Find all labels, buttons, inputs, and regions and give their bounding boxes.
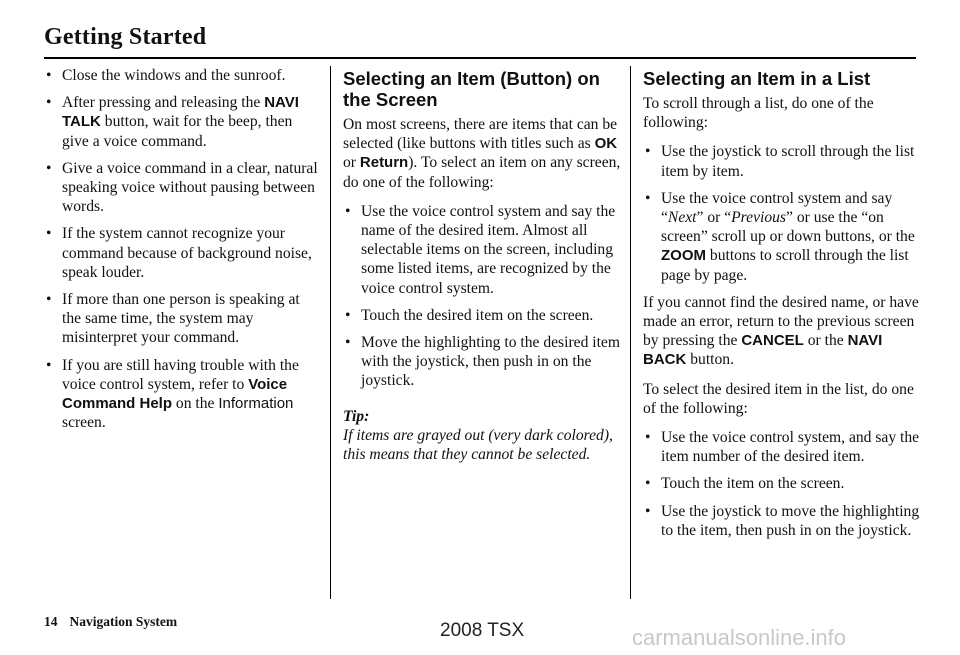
intro-paragraph: On most screens, there are items that can be selected (like buttons with titles such as OK or Return). To select an item on any screen, do one of the following: [343,116,621,191]
list-item: • Move the highlighting to the desired item with the joystick, then push in on the joystick. [343,333,623,391]
column-divider [330,66,331,599]
previous-command-ref: Previous [731,209,786,227]
error-paragraph: If you cannot find the desired name, or have made an error, return to the previous screen by pressing the CANCEL or the NAVI BACK button. [643,293,919,369]
list-item: • If more than one person is speaking at the same time, the system may misinterpret your command. [44,290,320,348]
list-item: • If the system cannot recognize your command because of background noise, speak louder. [44,224,320,282]
list-item: • Touch the desired item on the screen. [343,306,623,325]
select-paragraph: To select the desired item in the list, do one of the following: [643,380,914,417]
header-rule [44,57,916,59]
select-methods-list [343,202,623,391]
page-footer [44,614,177,630]
footer-label: Navigation System [69,614,178,629]
zoom-button-ref: ZOOM [661,247,706,265]
intro-paragraph: To scroll through a list, do one of the following: [643,95,874,132]
next-command-ref: Next [667,209,697,227]
tip-text: If items are grayed out (very dark colored), this means that they cannot be selected. [343,426,613,464]
tip-label: Tip: [343,407,370,425]
list-item: • Touch the item on the screen. [643,474,921,493]
section-heading: Selecting an Item in a List [643,68,871,89]
list-item: • After pressing and releasing the NAVI TALK button, wait for the beep, then give a voice command. [44,93,320,151]
column-divider [630,66,631,599]
section-heading: Selecting an Item (Button) on the Screen [343,68,600,110]
cancel-button-ref: CANCEL [741,332,804,350]
model-watermark: 2008 TSX [440,620,525,641]
list-item: • Use the joystick to move the highlighting to the item, then push in on the joystick. [643,502,921,540]
information-screen-ref: Information [218,395,294,413]
navi-back-button-ref: NAVI BACK [643,332,883,369]
column-select-list [643,66,921,548]
voice-command-help-ref: Voice Command Help [62,375,288,413]
ok-button-ref: OK [594,135,618,153]
list-item: • Use the voice control system and say the name of the desired item. Almost all selectable items on the screen, including some listed items, are recognized by the voice control system. [343,202,623,298]
list-item: • Use the joystick to scroll through the list item by item. [643,142,921,180]
list-item: • Give a voice command in a clear, natural speaking voice without pausing between words. [44,159,320,217]
return-button-ref: Return [359,154,409,172]
column-voice-tips [44,66,320,440]
page-number: 14 [44,614,58,629]
list-item: • If you are still having trouble with the voice control system, refer to Voice Command Help on the Information screen. [44,356,320,433]
navi-talk-button-ref: NAVI TALK [62,94,299,131]
column-select-button [343,66,623,474]
scroll-methods-list [643,142,921,284]
select-list-methods [643,428,921,540]
voice-tips-list [44,66,320,432]
site-watermark: carmanualsonline.info [632,625,847,650]
list-item: • Close the windows and the sunroof. [44,66,320,85]
page-title: Getting Started [44,24,207,50]
list-item: • Use the voice control system, and say the item number of the desired item. [643,428,921,466]
list-item: • Use the voice control system and say “Next” or “Previous” or use the “on screen” scroll up or down buttons, or the ZOOM buttons to scroll through the list page by page. [643,189,921,285]
